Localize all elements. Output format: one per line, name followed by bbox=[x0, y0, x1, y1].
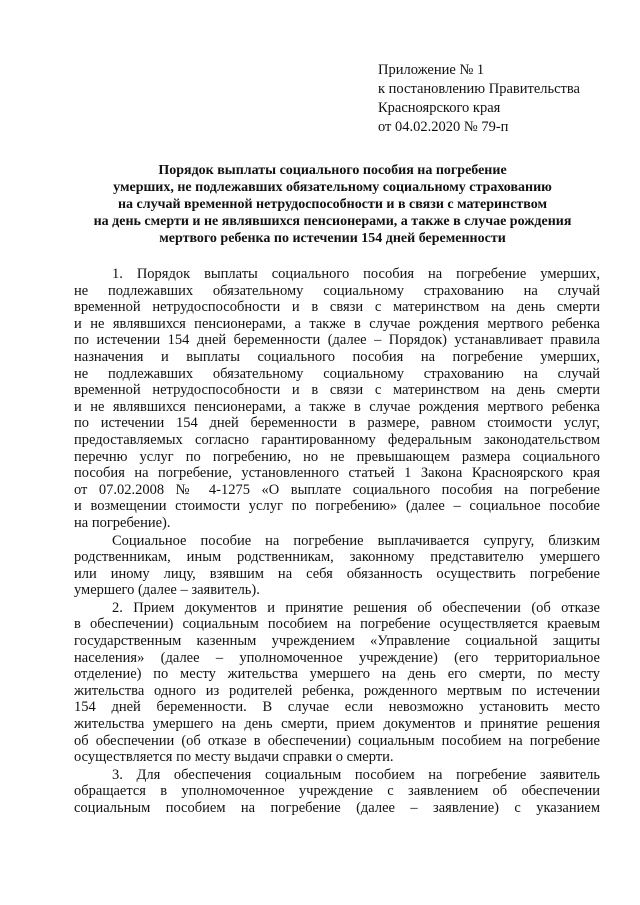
paragraph-line: назначения и выплаты социального пособия на погребение умерших, bbox=[74, 348, 600, 365]
paragraph-line: временной нетрудоспособности и в связи с материнством на день смерти bbox=[74, 382, 600, 399]
paragraph bbox=[74, 600, 600, 766]
paragraph-line: пособия на погребение, установленного статьей 1 Закона Красноярского края bbox=[74, 465, 600, 482]
paragraph-line: государственным казенным учреждением «Управление социальной защиты bbox=[74, 633, 600, 650]
paragraph-line: 1. Порядок выплаты социального пособия на погребение умерших, bbox=[112, 266, 600, 282]
title-line: на случай временной нетрудоспособности и в связи с материнством bbox=[117, 197, 548, 212]
title-line: мертвого ребенка по истечении 154 дней беременности bbox=[159, 231, 506, 246]
paragraph-line: осуществляется по месту выдачи справки о смерти. bbox=[74, 749, 394, 766]
paragraph-line: не подлежавших обязательному социальному страхованию на случай bbox=[74, 282, 600, 299]
title-line: умерших, не подлежавших обязательному социальному страхованию bbox=[113, 180, 552, 195]
paragraph-line: не подлежавших обязательному социальному страхованию на случай bbox=[74, 365, 600, 382]
paragraph-line: в обеспечении) социальным пособием на погребение осуществляется краевым bbox=[74, 616, 600, 633]
paragraph-line: и не являвшихся пенсионерами, а также в случае рождения мертвого ребенка bbox=[74, 315, 600, 332]
paragraph-line: умершего (далее – заявитель). bbox=[74, 582, 260, 599]
paragraph-line: по истечении 154 дней беременности (далее – Порядок) устанавливает правила bbox=[74, 332, 600, 349]
title-line: на день смерти и не являвшихся пенсионерами, а также в случае рождения bbox=[93, 214, 572, 229]
annex-line: к постановлению Правительства bbox=[378, 81, 580, 97]
paragraph-line: на погребение). bbox=[74, 514, 171, 531]
paragraph-line: Социальное пособие на погребение выплачивается супругу, близким bbox=[112, 532, 600, 549]
document-title bbox=[60, 162, 605, 247]
annex-line: Приложение № 1 bbox=[378, 62, 485, 78]
document-body bbox=[74, 266, 600, 818]
paragraph-line: 3. Для обеспечения социальным пособием на погребение заявитель bbox=[112, 766, 600, 783]
paragraph-line: 154 дней беременности. В случае если невозможно установить место bbox=[74, 699, 600, 716]
paragraph-line: или иному лицу, взявшим на себя обязанность осуществить погребение bbox=[74, 565, 600, 582]
paragraph bbox=[74, 767, 600, 817]
annex-header bbox=[378, 61, 628, 137]
paragraph-line: перечню услуг по погребению, но не превышающем размера социального bbox=[74, 448, 600, 465]
paragraph-line: обращается в уполномоченное учреждение с заявлением об обеспечении bbox=[74, 783, 600, 800]
annex-line: от 04.02.2020 № 79-п bbox=[378, 119, 509, 135]
paragraph-line: родственникам, иным родственникам, законному представителю умершего bbox=[74, 549, 600, 566]
paragraph bbox=[74, 533, 600, 599]
paragraph-line: социальным пособием на погребение (далее – заявление) с указанием bbox=[74, 800, 600, 816]
paragraph-line: отделение) по месту жительства умершего на день его смерти, по месту bbox=[74, 666, 600, 683]
paragraph-line: об обеспечении (об отказе в обеспечении) социальным пособием на погребение bbox=[74, 732, 600, 749]
paragraph-line: предоставляемых согласно гарантированному федеральным законодательством bbox=[74, 431, 600, 448]
paragraph-line: населения» (далее – уполномоченное учреждение) (его территориальное bbox=[74, 649, 600, 666]
paragraph-line: и возмещении стоимости услуг по погребению» (далее – социальное пособие bbox=[74, 498, 600, 515]
paragraph-line: 2. Прием документов и принятие решения об обеспечении (об отказе bbox=[112, 599, 600, 616]
title-line: Порядок выплаты социального пособия на погребение bbox=[158, 163, 507, 178]
annex-line: Красноярского края bbox=[378, 100, 501, 116]
paragraph-line: и не являвшихся пенсионерами, а также в случае рождения мертвого ребенка bbox=[74, 398, 600, 415]
paragraph-line: по истечении 154 дней беременности в размере, равном стоимости услуг, bbox=[74, 415, 600, 432]
paragraph-line: жительства одного из родителей ребенка, рожденного мертвым по истечении bbox=[74, 682, 600, 699]
paragraph-line: жительства умершего на день смерти, прием документов и принятие решения bbox=[74, 716, 600, 733]
paragraph bbox=[74, 266, 600, 532]
paragraph-line: от 07.02.2008 № 4-1275 «О выплате социального пособия на погребение bbox=[74, 481, 600, 498]
paragraph-line: временной нетрудоспособности и в связи с материнством на день смерти bbox=[74, 299, 600, 316]
